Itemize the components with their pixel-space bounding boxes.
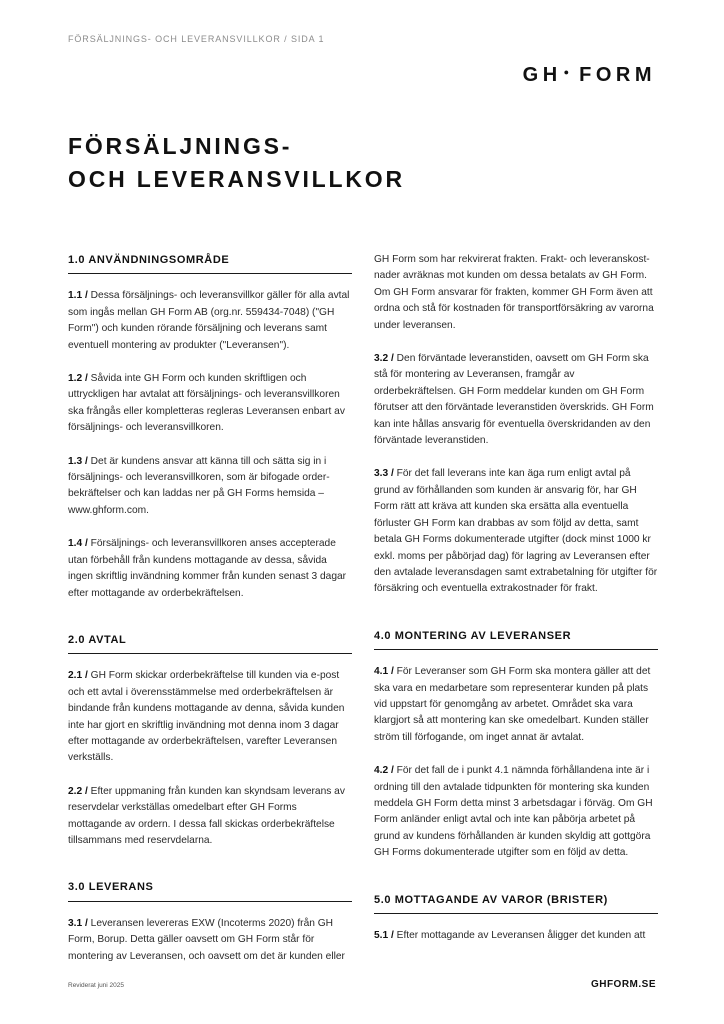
clause-number: 2.2 / [68,785,88,797]
title-line-2: OCH LEVERANSVILLKOR [68,166,405,192]
paragraph-3-1 [68,916,352,965]
title-line-1: FÖRSÄLJNINGS- [68,133,293,159]
clause-number: 4.2 / [374,765,394,777]
section-title-2: 2.0 AVTAL [68,632,352,654]
clause-number: 4.1 / [374,666,394,678]
clause-text: GH Form skickar orderbekräftelse till kunden via e-post och ett avtal i överensstämmelse med orderbekräftelsen är bindande från kundens mottagande av denna, såvida kunden inte har gjort en skriftlig invändning mot denna inom 3 dagar efter mottagande av orderbekräftelsen, varefter Leveransen verkställs. [68,670,345,764]
ghform-logo [523,64,656,87]
website-link[interactable]: GHFORM.SE [590,979,656,990]
paragraph-3-3 [374,466,658,597]
clause-number: 1.2 / [68,373,88,385]
clause-text: Leveransen levereras EXW (Incoterms 2020) från GH Form, Borup. Detta gäller oavsett om GH Form står för montering av Leveransen, och oavsett om det är kunden eller [68,917,345,962]
paragraph-4-2 [374,763,658,861]
clause-text: Den förväntade leveranstiden, oavsett om GH Form ska stå för montering av Leveransen, framgår av orderbekräftelsen. GH Form meddelar kunden om GH Form förutser att den förväntade leveranstiden överskrids. GH Form kan inte hållas ansvarig för eventuella överskridanden av den förväntade leveranstiden. [374,353,654,447]
clause-text: Försäljnings- och leveransvillkoren anses accepterade utan förbehåll från kundens mottagande av dessa, såvida ingen skriftlig invändning kommer från kunden senast 3 dagar efter mottagande av orderbekräftelsen. [68,538,347,599]
clause-text: För det fall leverans inte kan äga rum enligt avtal på grund av förhållanden som kunden är ansvarig för, har GH Form rätt att kräva att kunden ska ersätta alla eventuella förluster GH Form kan drabbas av som följd av detta, samt betala GH Forms dokumenterade utgifter (dock minst 1000 kr exkl. moms per påbörjad dag) för lagring av Leveransen efter den avtalade leveransdagen samt extrabetalning för utgifter för försäkring och eventuella extrakostnader för frakt. [374,468,658,595]
clause-text: Såvida inte GH Form och kunden skriftligen och uttryckligen har avtalat att försäljnings- och leveransvillkoren ska frångås eller kompletteras regleras Leveransen enbart av försäljnings- och leveransvillkoren. [68,373,345,434]
paragraph-5-1 [374,928,658,944]
clause-text: Efter mottagande av Leveransen åligger det kunden att [396,930,646,941]
section-title-4: 4.0 MONTERING AV LEVERANSER [374,628,658,650]
right-column [374,252,658,961]
paragraph-4-1 [374,664,658,746]
revision-date: Reviderat juni 2025 [68,982,125,989]
clause-text: Det är kundens ansvar att känna till och sätta sig in i försäljnings- och leveransvillkoren, som är bifogade order-bekräftelser och kan laddas ner på GH Forms hemsida – www.ghform.com. [68,455,330,516]
clause-number: 1.3 / [68,455,88,467]
section-title-5: 5.0 MOTTAGANDE AV VAROR (BRISTER) [374,892,658,914]
clause-number: 1.1 / [68,290,88,302]
paragraph-1-3 [68,454,352,520]
clause-number: 1.4 / [68,538,88,550]
paragraph-2-1 [68,668,352,766]
clause-number: 3.3 / [374,468,394,480]
clause-number: 3.2 / [374,353,394,365]
section-title-3: 3.0 LEVERANS [68,879,352,901]
paragraph-2-2 [68,784,352,850]
clause-text: Efter uppmaning från kunden kan skyndsam leverans av reservdelar verkställas omedelbart efter GH Forms mottagande av ordern. I dessa fall skickas orderbekräftelse tillsammans med reservdelarna. [68,785,345,846]
logo-drop-icon: ● [563,67,570,77]
clause-number: 5.1 / [374,930,394,941]
clause-text: För Leveranser som GH Form ska montera gäller att det ska vara en medarbetare som representerar kunden på plats vid uppstart för genomgång av arbetet. Området ska vara klargjort så att montering kan ske omedelbart. Kunden ställer ström till förfogande, om inget annat är avtalat. [374,666,651,743]
logo-text-left: GH [522,64,562,86]
paragraph-3-2 [374,351,658,449]
document-title [68,130,405,196]
section-title-1: 1.0 ANVÄNDNINGSOMRÅDE [68,252,352,274]
left-column [68,252,352,982]
logo-text-right: FORM [579,64,656,86]
paragraph-3-1-continued: GH Form som har rekvirerat frakten. Frakt- och leveranskost-nader avräknas mot kunden om dessa betalats av GH Form. Om GH Form ansvarar för frakten, kommer GH Form även att ordna och stå för kostnaden för transportförsäkring av varorna under leveransen. [374,254,654,331]
paragraph-1-4 [68,536,352,602]
clause-text: Dessa försäljnings- och leveransvillkor gäller för alla avtal som ingås mellan GH Form AB (org.nr. 559434-7048) ("GH Form") och kunden rörande försäljning och leverans samt eventuell montering av produkter ("Leveransen"). [68,290,350,351]
clause-number: 3.1 / [68,917,88,929]
paragraph-1-1 [68,288,352,354]
clause-number: 2.1 / [68,670,88,682]
clause-text: För det fall de i punkt 4.1 nämnda förhållandena inte är i ordning till den avtalade tidpunkten för montering ska kunden meddela GH Form detta minst 3 arbetsdagar i förväg. Om GH Form anländer enligt avtal och inte kan påbörja arbetet på grund av kundens förhållanden är kunden skyldig att gottgöra GH Forms dokumenterade utgifter som en följd av detta. [374,765,653,859]
running-header: FÖRSÄLJNINGS- OCH LEVERANSVILLKOR / SIDA 1 [68,34,325,44]
paragraph-1-2 [68,371,352,437]
